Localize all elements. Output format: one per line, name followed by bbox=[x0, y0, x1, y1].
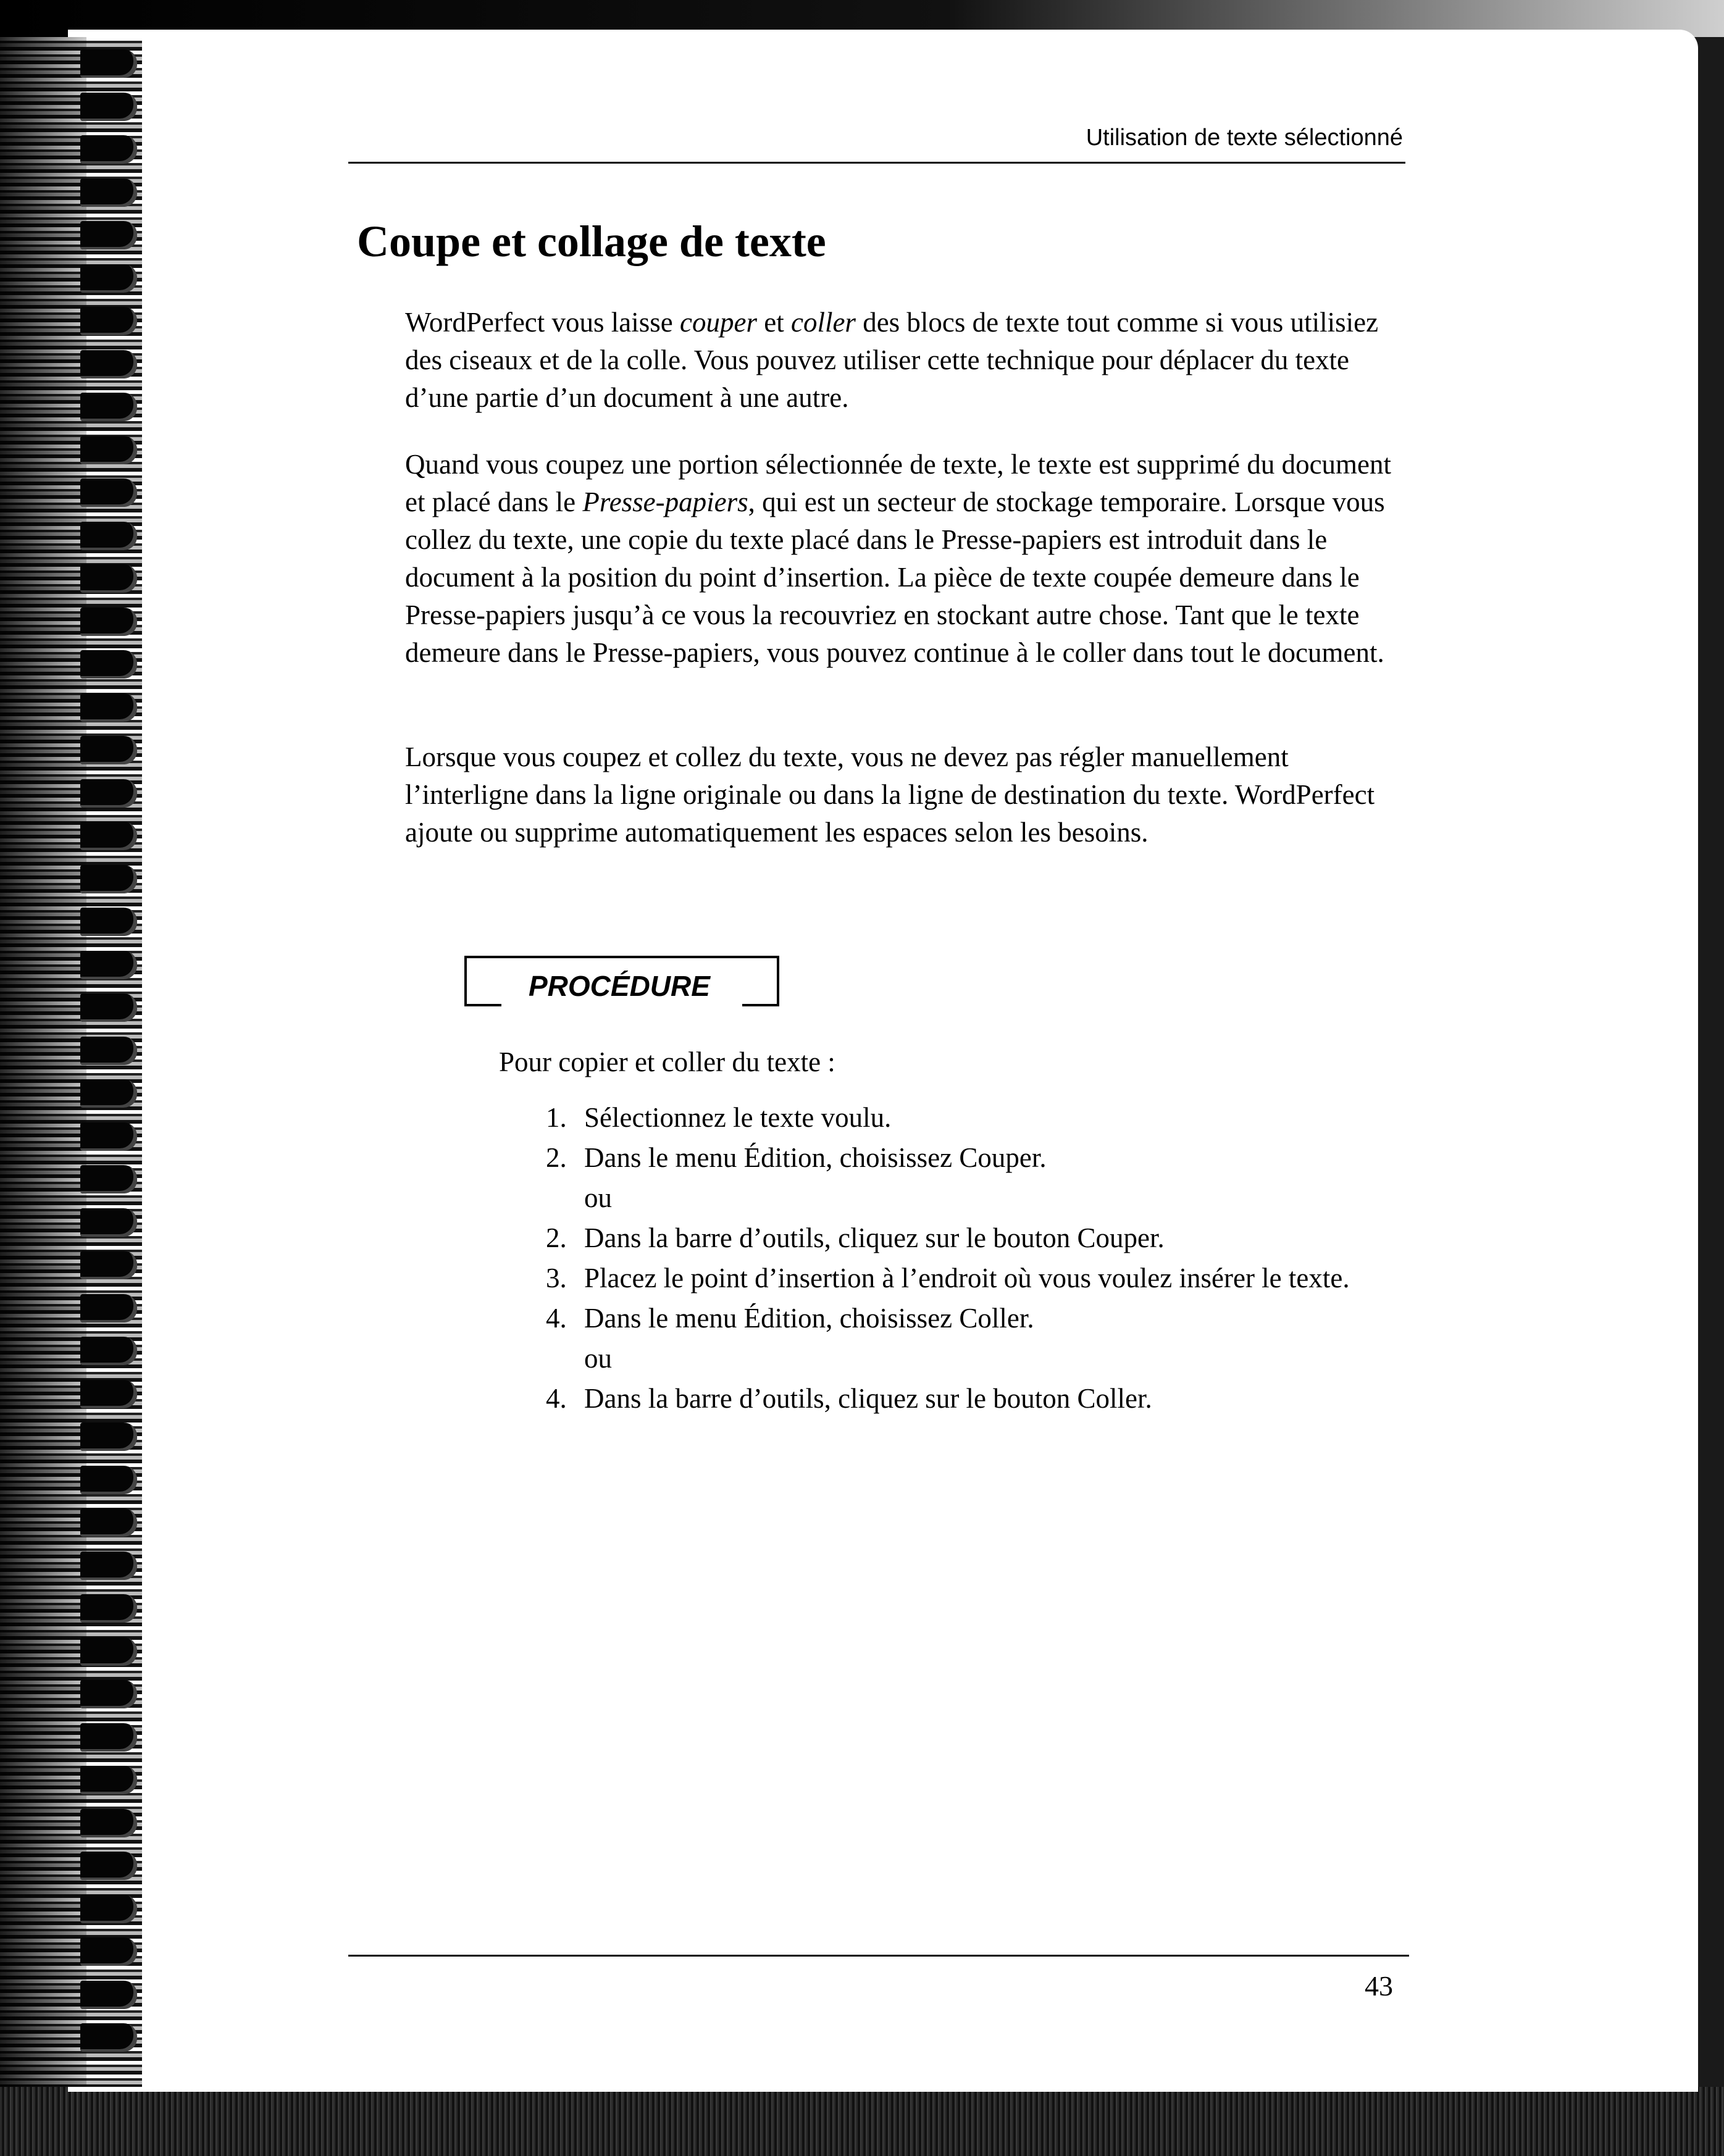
spiral-ring bbox=[80, 1895, 137, 1923]
spiral-ring bbox=[80, 1852, 137, 1880]
spiral-ring bbox=[80, 1037, 137, 1065]
spiral-ring bbox=[80, 736, 137, 764]
running-header: Utilisation de texte sélectionné bbox=[1086, 125, 1403, 151]
spiral-ring bbox=[80, 436, 137, 464]
spiral-ring bbox=[80, 393, 137, 421]
spiral-ring bbox=[80, 178, 137, 207]
spiral-ring bbox=[80, 1466, 137, 1494]
step-text: ou bbox=[584, 1343, 612, 1374]
spiral-ring bbox=[80, 93, 137, 121]
spiral-ring bbox=[80, 1165, 137, 1193]
procedure-step-or bbox=[546, 1340, 1398, 1377]
spiral-ring bbox=[80, 1766, 137, 1794]
step-text: Dans le menu Édition, choisissez Coller. bbox=[584, 1303, 1034, 1334]
spiral-ring bbox=[80, 350, 137, 378]
spiral-ring bbox=[80, 1508, 137, 1537]
step-text: ou bbox=[584, 1182, 612, 1213]
paragraph-1 bbox=[405, 304, 1393, 417]
paragraph-1-text-a: WordPerfect vous laisse bbox=[405, 307, 680, 338]
spiral-ring bbox=[80, 1251, 137, 1279]
spiral-ring bbox=[80, 1809, 137, 1837]
paragraph-2-text-b: , qui est un secteur de stockage temporaire. Lorsque vous collez du texte, une copie du texte placé dans le Presse-papiers est introduit dans le document à la position du point d’insertion. La pièce de texte coupée demeure dans le Presse-papiers jusqu’à ce vous la recouvriez en stockant autre chose. Tant que le texte demeure dans le Presse-papiers, vous pouvez continue à le coller dans tout le document. bbox=[405, 487, 1385, 668]
procedure-box-border-top bbox=[464, 956, 779, 958]
step-text: Placez le point d’insertion à l’endroit où vous voulez insérer le texte. bbox=[584, 1263, 1350, 1293]
paragraph-1-text-c: des blocs de texte tout comme si vous utilisiez des ciseaux et de la colle. Vous pouvez utiliser cette technique pour déplacer du texte d’une partie d’un document à une autre. bbox=[405, 307, 1379, 413]
spiral-ring bbox=[80, 522, 137, 550]
paragraph-2 bbox=[405, 446, 1393, 672]
term-couper: couper bbox=[680, 307, 757, 338]
procedure-step bbox=[546, 1139, 1398, 1177]
page-number: 43 bbox=[1365, 1970, 1393, 2002]
paragraph-2-text-a: Quand vous coupez une portion sélectionnée de texte, le texte est supprimé du document et placé dans le bbox=[405, 449, 1392, 517]
spiral-ring bbox=[80, 693, 137, 722]
spiral-ring bbox=[80, 951, 137, 979]
procedure-box-border-right bbox=[777, 956, 779, 1006]
paragraph-3: Lorsque vous coupez et collez du texte, vous ne devez pas régler manuellement l’interligne dans la ligne originale ou dans la ligne de destination du texte. WordPerfect ajoute ou supprime automatiquement les espaces selon les besoins. bbox=[405, 742, 1375, 848]
spiral-rings bbox=[80, 49, 154, 2075]
spiral-ring bbox=[80, 307, 137, 335]
spiral-ring bbox=[80, 908, 137, 936]
step-number: 3. bbox=[546, 1263, 567, 1293]
spiral-ring bbox=[80, 1552, 137, 1580]
procedure-box-border-left bbox=[464, 956, 467, 1006]
procedure-step bbox=[546, 1099, 1398, 1137]
header-rule bbox=[348, 162, 1405, 164]
step-number: 2. bbox=[546, 1142, 567, 1173]
spiral-ring bbox=[80, 2023, 137, 2052]
spiral-ring bbox=[80, 1122, 137, 1151]
step-number: 4. bbox=[546, 1383, 567, 1414]
procedure-label: PROCÉDURE bbox=[529, 970, 710, 1002]
spiral-ring bbox=[80, 1079, 137, 1108]
procedure-steps bbox=[546, 1099, 1398, 1420]
procedure-box bbox=[464, 956, 779, 1006]
spiral-ring bbox=[80, 1294, 137, 1322]
procedure-box-border-bottom-left bbox=[464, 1004, 501, 1006]
procedure-box-border-bottom-right bbox=[742, 1004, 779, 1006]
spiral-ring bbox=[80, 221, 137, 249]
procedure-step bbox=[546, 1380, 1398, 1418]
step-text: Dans la barre d’outils, cliquez sur le bouton Couper. bbox=[584, 1222, 1165, 1253]
footer-rule bbox=[348, 1955, 1409, 1957]
spiral-ring bbox=[80, 608, 137, 636]
spiral-ring bbox=[80, 1423, 137, 1451]
step-text: Sélectionnez le texte voulu. bbox=[584, 1102, 892, 1133]
term-coller: coller bbox=[790, 307, 856, 338]
procedure-step-or bbox=[546, 1179, 1398, 1217]
spiral-ring bbox=[80, 1337, 137, 1365]
term-presse-papiers: Presse-papiers bbox=[582, 487, 748, 517]
spiral-ring bbox=[80, 865, 137, 893]
spiral-ring bbox=[80, 135, 137, 164]
spiral-ring bbox=[80, 264, 137, 293]
procedure-step bbox=[546, 1260, 1398, 1297]
spiral-ring bbox=[80, 1981, 137, 2009]
step-number: 2. bbox=[546, 1222, 567, 1253]
spiral-ring bbox=[80, 650, 137, 679]
spiral-ring bbox=[80, 779, 137, 808]
spiral-ring bbox=[80, 822, 137, 850]
procedure-step bbox=[546, 1300, 1398, 1337]
paragraph-1-text-b: et bbox=[756, 307, 791, 338]
spiral-ring bbox=[80, 1637, 137, 1666]
spiral-ring bbox=[80, 1937, 137, 1966]
spiral-ring bbox=[80, 1680, 137, 1708]
procedure-step bbox=[546, 1219, 1398, 1257]
spiral-ring bbox=[80, 49, 137, 78]
spiral-ring bbox=[80, 1380, 137, 1408]
spiral-ring bbox=[80, 564, 137, 593]
scan-bottom-edge bbox=[0, 2087, 1724, 2156]
binding-shadow bbox=[0, 37, 86, 2087]
step-number: 4. bbox=[546, 1303, 567, 1334]
spiral-ring bbox=[80, 478, 137, 507]
section-title: Coupe et collage de texte bbox=[357, 217, 826, 266]
spiral-ring bbox=[80, 1594, 137, 1623]
spiral-ring bbox=[80, 993, 137, 1022]
step-number: 1. bbox=[546, 1102, 567, 1133]
step-text: Dans le menu Édition, choisissez Couper. bbox=[584, 1142, 1047, 1173]
spiral-ring bbox=[80, 1723, 137, 1752]
procedure-intro: Pour copier et coller du texte : bbox=[499, 1047, 835, 1077]
step-text: Dans la barre d’outils, cliquez sur le bouton Coller. bbox=[584, 1383, 1152, 1414]
spiral-ring bbox=[80, 1208, 137, 1237]
